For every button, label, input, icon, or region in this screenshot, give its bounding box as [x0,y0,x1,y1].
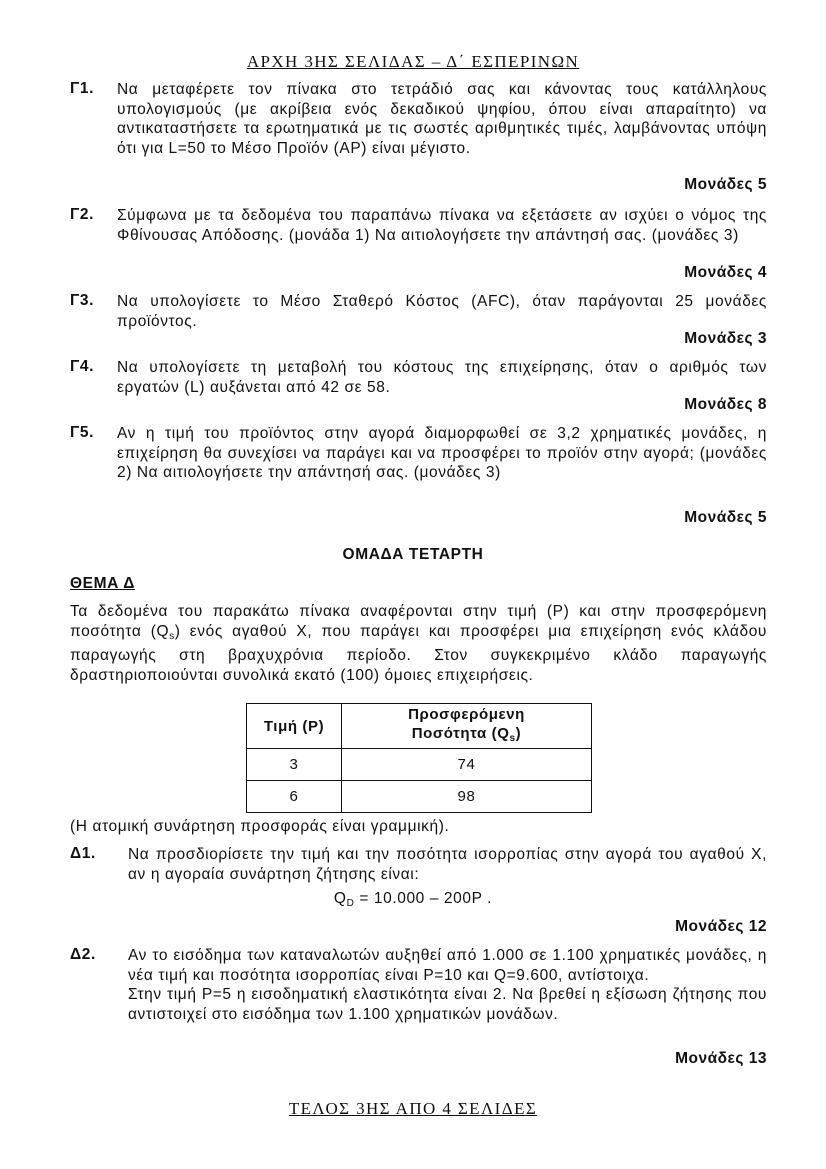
marks-d2: Μονάδες 13 [675,1050,767,1067]
marks-g3: Μονάδες 3 [684,330,767,347]
marks-g4: Μονάδες 8 [684,396,767,413]
intro-part1: Τα δεδομένα του παρακάτω πίνακα αναφέρονται στην τιμή (P) και στην προσφερόμενη ποσότητα (Q [70,603,767,640]
header-quantity-line2 [342,724,591,748]
question-text: Να μεταφέρετε τον πίνακα στο τετράδιό σας και κάνοντας τους κατάλληλους υπολογισμούς (με ακρίβεια ενός δεκαδικού ψηφίου, όπου είναι απαραίτητο) να αντικαταστήσετε τα ερωτηματικά με τις σωστές αριθμητικές τιμές, λαμβάνοντας υπόψη ότι για L=50 το Μέσο Προϊόν (AP) είναι μέγιστο. [117,81,767,157]
page-footer: ΤΕΛΟΣ 3ΗΣ ΑΠΟ 4 ΣΕΛΙΔΕΣ [288,1099,538,1118]
marks-g2: Μονάδες 4 [684,264,767,281]
question-text: Να προσδιορίσετε την τιμή και την ποσότητα ισορροπίας στην αγορά του αγαθού Χ, αν η αγοραία συνάρτηση ζήτησης είναι: [128,846,767,883]
marks-d1: Μονάδες 12 [675,918,767,935]
intro-subscript: s [169,630,175,642]
question-g3 [70,292,767,331]
thema-title: ΘΕΜΑ Δ [70,575,135,592]
question-g5 [70,424,767,483]
group-title: ΟΜΑΔΑ ΤΕΤΑΡΤΗ [342,546,484,563]
question-label: Δ1. [70,845,96,862]
question-d1 [70,845,767,884]
question-text-2: Στην τιμή P=5 η εισοδηματική ελαστικότητα είναι 2. Να βρεθεί η εξίσωση ζήτησης που αντιστοιχεί στο εισόδημα των 1.100 χρηματικών μονάδων. [128,986,767,1023]
note-text: (Η ατομική συνάρτηση προσφοράς είναι γραμμική). [70,818,450,835]
table-header-price: Τιμή (P) [247,704,342,749]
header-quantity-end: ) [515,724,522,742]
formula-q: Q [333,890,347,907]
question-g1 [70,80,767,158]
table-cell-quantity: 74 [342,749,592,781]
table-header-quantity [342,704,592,749]
table-cell-quantity: 98 [342,781,592,813]
question-label: Γ1. [70,80,95,97]
table-row [247,781,592,813]
table-header-row [247,704,592,749]
question-text: Αν η τιμή του προϊόντος στην αγορά διαμορφωθεί σε 3,2 χρηματικές μονάδες, η επιχείρηση θα συνεχίσει να παράγει και να προσφέρει το προϊόν στην αγορά; (μονάδες 2) Να αιτιολογήσετε την απάντησή σας. (μονάδες 3) [117,425,767,481]
page-header: ΑΡΧΗ 3ΗΣ ΣΕΛΙΔΑΣ – Δ΄ ΕΣΠΕΡΙΝΩΝ [246,52,580,71]
intro-part2: ) ενός αγαθού Χ, που παράγει και προσφέρει μια επιχείρηση ενός κλάδου παραγωγής στη βραχυχρόνια περίοδο. Στον συγκεκριμένο κλάδο παραγωγής δραστηριοποιούνται συνολικά εκατό (100) όμοιες επιχειρήσεις. [70,622,767,684]
question-d2 [70,946,767,1024]
header-quantity-text: Ποσότητα (Q [411,724,510,742]
question-text-1: Αν το εισόδημα των καταναλωτών αυξηθεί από 1.000 σε 1.100 χρηματικές μονάδες, η νέα τιμή και ποσότητα ισορροπίας είναι P=10 και Q=9.600, αντίστοιχα. [128,947,767,984]
question-text: Να υπολογίσετε το Μέσο Σταθερό Κόστος (AFC), όταν παράγονται 25 μονάδες προϊόντος. [117,293,767,330]
question-label: Γ5. [70,424,95,441]
question-text: Σύμφωνα με τα δεδομένα του παραπάνω πίνακα να εξετάσετε αν ισχύει ο νόμος της Φθίνουσας Απόδοσης. (μονάδα 1) Να αιτιολογήσετε την απάντησή σας. (μονάδες 3) [117,207,767,244]
question-g2 [70,206,767,245]
question-label: Γ3. [70,292,95,309]
question-label: Γ4. [70,358,95,375]
marks-g1: Μονάδες 5 [684,176,767,193]
formula-rest: = 10.000 – 200P . [354,890,493,907]
question-text: Να υπολογίσετε τη μεταβολή του κόστους της επιχείρησης, όταν ο αριθμός των εργατών (L) αυξάνεται από 42 σε 58. [117,359,767,396]
intro-paragraph [70,602,767,685]
table-row [247,749,592,781]
header-quantity-sub: s [509,732,516,744]
question-label: Γ2. [70,206,95,223]
table-cell-price: 6 [247,781,342,813]
supply-table [246,703,592,813]
question-label: Δ2. [70,946,96,963]
formula-sub: D [346,898,355,909]
header-quantity-line1: Προσφερόμενη [408,705,525,723]
marks-g5: Μονάδες 5 [684,509,767,526]
demand-formula [0,890,826,909]
question-g4 [70,358,767,397]
table-cell-price: 3 [247,749,342,781]
